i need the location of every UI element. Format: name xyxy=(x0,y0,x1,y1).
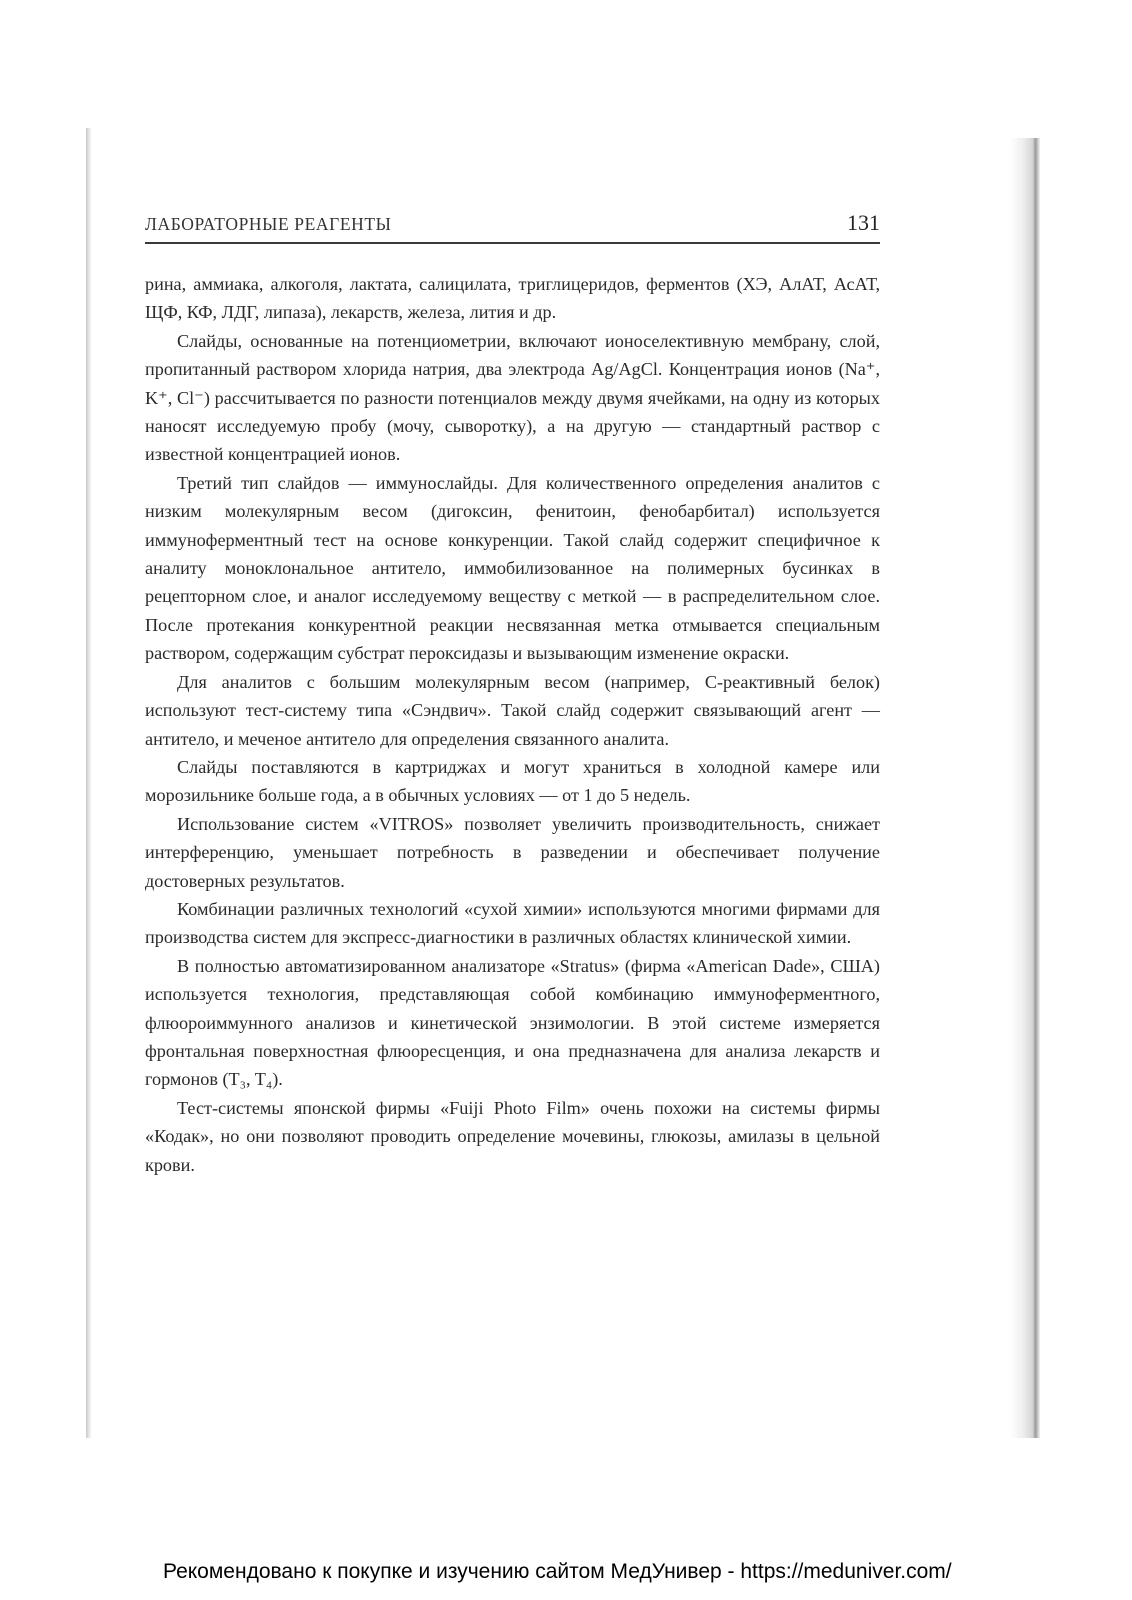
running-title: ЛАБОРАТОРНЫЕ РЕАГЕНТЫ xyxy=(145,214,392,234)
running-header xyxy=(145,210,880,244)
paragraph-dry-chemistry: Комбинации различных технологий «сухой химии» используются многими фирмами для производства систем для экспресс-диагностики в различных областях клинической химии. xyxy=(145,898,880,948)
paragraph-potentiometry: Слайды, основанные на потенциометрии, включают ионоселективную мембрану, слой, пропитанный раствором хлорида натрия, два электрода Ag/AgCl. Концентрация ионов (Na⁺, K⁺, Cl⁻) рассчитывается по разности потенциалов между двумя ячейками, на одну из которых наносят исследуемую пробу (мочу, сыворотку), а на другую — стандартный раствор с известной концентрацией ионов. xyxy=(145,330,880,465)
paragraph-sandwich: Для аналитов с большим молекулярным весом (например, С-реактивный белок) используют тест-систему типа «Сэндвич». Такой слайд содержит связывающий агент — антитело, и меченое антитело для определения связанного аналита. xyxy=(145,671,880,749)
paragraph-continuation: рина, аммиака, алкоголя, лактата, салицилата, триглицеридов, ферментов (ХЭ, АлАТ, АсАТ, ЩФ, КФ, ЛДГ, липаза), лекарств, железа, лития и др. xyxy=(145,274,880,323)
page-number: 131 xyxy=(847,210,880,235)
paragraph-immunoslides: Третий тип слайдов — иммунослайды. Для количественного определения аналитов с низким молекулярным весом (дигоксин, фенитоин, фенобарбитал) используется иммуноферментный тест на основе конкуренции. Такой слайд содержит специфичное к аналиту моноклональное антитело, иммобилизованное на полимерных бусинках в рецепторном слое, и аналог исследуемому веществу с меткой — в распределительном слое. После протекания конкурентной реакции несвязанная метка отмывается специальным раствором, содержащим субстрат пероксидазы и вызывающим изменение окраски. xyxy=(145,472,880,664)
paragraph-storage: Слайды поставляются в картриджах и могут храниться в холодной камере или морозильнике больше года, а в обычных условиях — от 1 до 5 недель. xyxy=(145,756,880,806)
paragraph-vitros: Использование систем «VITROS» позволяет увеличить производительность, снижает интерференцию, уменьшает потребность в разведении и обеспечивает получение достоверных результатов. xyxy=(145,813,880,891)
body-text xyxy=(145,270,880,1179)
paragraph-stratus: В полностью автоматизированном анализаторе «Stratus» (фирма «American Dade», США) используется технология, представляющая собой комбинацию иммуноферментного, флюороиммунного анализов и кинетической энзимологии. В этой системе измеряется фронтальная поверхностная флюоресценция, и она предназначена для анализа лекарств и гормонов (T₃, T₄). xyxy=(145,955,880,1090)
footer-recommendation xyxy=(0,1560,1132,1590)
paragraph-fuji: Тест-системы японской фирмы «Fuiji Photo Film» очень похожи на системы фирмы «Кодак», но они позволяют проводить определение мочевины, глюкозы, амилазы в цельной крови. xyxy=(145,1097,880,1175)
footer-recommendation-text: Рекомендовано к покупке и изучению сайтом МедУнивер - https://meduniver.com/ xyxy=(163,1560,952,1583)
